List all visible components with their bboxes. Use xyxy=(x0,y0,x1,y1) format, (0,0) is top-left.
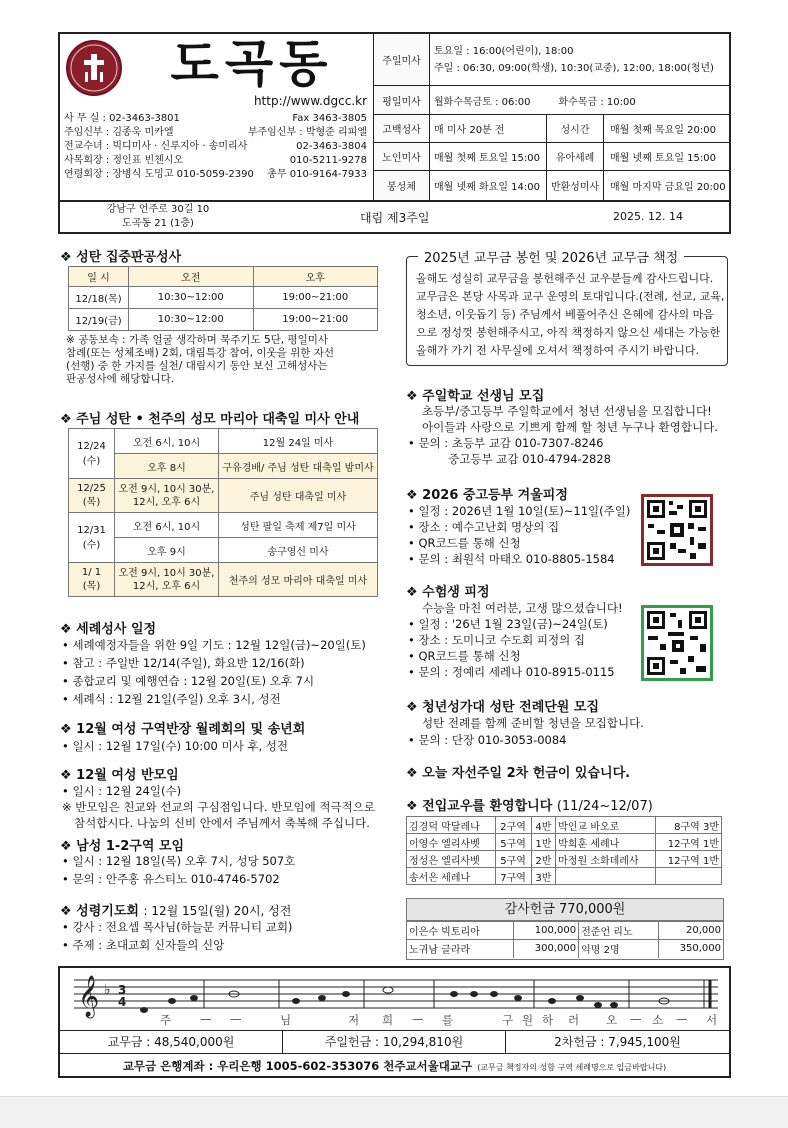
schedule-row xyxy=(374,171,729,200)
music-notes xyxy=(140,987,669,1013)
table-cell xyxy=(656,868,722,885)
section-title-detail: : 12월 15일(월) 20시, 성전 xyxy=(143,904,292,918)
schedule-text: 매월 첫째 토요일 15:00 xyxy=(434,153,540,164)
lyric-syllable: 서 xyxy=(706,1013,718,1027)
parish-seal-icon xyxy=(66,40,122,96)
baptism-body xyxy=(62,636,366,708)
time-cell: 오전 6시, 10시 xyxy=(115,429,219,454)
schedule-text: 월화수목금토 : 06:00 xyxy=(434,96,531,108)
table-cell: 10:30~12:00 xyxy=(129,309,254,331)
section-title: ❖ 주일학교 선생님 모집 xyxy=(406,389,545,404)
lyric-syllable: 님 xyxy=(280,1013,292,1027)
schedule-text: 토요일 : 16:00(어린이), 18:00 xyxy=(434,45,574,57)
desc-cell: 구유경배/ 주님 성탄 대축일 밤미사 xyxy=(219,454,378,479)
table-cell: 1반 xyxy=(531,834,556,851)
text-line: 참석합시다. 나눔의 신비 안에서 주님께서 축복해 주십니다. xyxy=(74,816,370,830)
text-line: • 문의 : 단장 010-3053-0084 xyxy=(408,733,567,747)
address xyxy=(88,203,228,231)
section-title: ❖ 12월 여성 반모임 xyxy=(60,768,179,783)
note-line: 참례(또는 성체조배) 2회, 대림특강 참여, 이웃을 위한 자선 xyxy=(66,347,335,359)
mass-schedule xyxy=(374,34,729,200)
note-line: (선행) 중 한 가지를 실천/ 대림시기 동안 보신 고해성사는 xyxy=(66,360,328,372)
date-bar xyxy=(58,200,731,234)
time-cell: 오전 9시, 10시 30분, 12시, 오후 6시 xyxy=(115,563,219,597)
women-ban-body xyxy=(62,783,375,831)
table-cell: 100,000 xyxy=(513,922,578,940)
youth-choir-body xyxy=(408,715,644,749)
contact-row: 주임신부 : 김종욱 미카엘 xyxy=(64,127,174,138)
text-line: • 종합교리 및 예행연습 : 12월 20일(토) 오후 7시 xyxy=(62,674,315,688)
time-signature: 4 xyxy=(118,995,127,1009)
schedule-label: 주일미사 xyxy=(374,34,430,85)
section-title: ❖ 오늘 자선주일 2차 헌금이 있습니다. xyxy=(406,766,631,781)
lyric-syllable: — xyxy=(200,1012,212,1026)
fund-title: 2025년 교무금 봉헌 및 2026년 교무금 책정 xyxy=(418,247,684,266)
table-row xyxy=(69,538,378,563)
schedule-row-weekday xyxy=(374,86,729,115)
table-cell: 2반 xyxy=(531,851,556,868)
table-row xyxy=(69,454,378,479)
contact-row: 연령회장 : 장병식 도밍고 010-5059-2390 xyxy=(64,169,254,180)
schedule-row xyxy=(374,143,729,171)
lyric-syllable: — xyxy=(630,1012,642,1026)
section-title: ❖ 세례성사 일정 xyxy=(60,622,157,637)
lyric-syllable: — xyxy=(230,1012,242,1026)
table-cell: 20,000 xyxy=(658,922,723,940)
bulletin-header xyxy=(58,32,731,202)
table-row xyxy=(69,429,378,454)
text-line: • 강사 : 전요셉 목사님(하늘문 커뮤니티 교회) xyxy=(62,920,293,934)
text-line: 으로 정성껏 봉헌해주시고, 아직 책정하지 않으신 세대는 가능한 xyxy=(416,326,721,339)
text-line: • 세례식 : 12월 21일(주일) 오후 3시, 성전 xyxy=(62,692,281,706)
schedule-row xyxy=(374,115,729,143)
lyric-syllable: — xyxy=(412,1012,424,1026)
thanks-title: 감사헌금 770,000원 xyxy=(407,899,723,921)
section-title-detail: (11/24~12/07) xyxy=(556,799,653,814)
contact-row xyxy=(64,112,180,126)
text-line: 올해도 성실히 교무금을 봉헌해주신 교우분들께 감사드립니다. xyxy=(416,272,714,285)
text-line: 초등부/중고등부 주일학교에서 청년 선생님을 모집합니다! xyxy=(422,404,712,418)
fund-body xyxy=(416,270,724,360)
lyric-syllable: 오 xyxy=(606,1013,618,1027)
desc-cell: 12월 24일 미사 xyxy=(219,429,378,454)
bank-account xyxy=(60,1054,729,1076)
hymn-box xyxy=(58,966,731,1078)
table-cell: 350,000 xyxy=(658,940,723,958)
parish-title: 도곡동 xyxy=(170,34,334,93)
table-cell: 300,000 xyxy=(513,940,578,958)
table-cell: 이은수 빅토리아 xyxy=(407,922,513,940)
table-cell: 5구역 xyxy=(495,834,531,851)
men-ban-body xyxy=(62,852,295,888)
table-cell: 박인교 바오로 xyxy=(556,817,656,834)
schedule-text: 매월 첫째 목요일 20:00 xyxy=(610,125,716,136)
schedule-label: 노인미사 xyxy=(374,143,430,170)
text-line: • QR코드를 통해 신청 xyxy=(408,536,521,550)
schedule-label: 평일미사 xyxy=(374,86,430,114)
date-cell: 1/ 1 (목) xyxy=(69,563,115,597)
text-line: • 일정 : '26년 1월 23일(금)~24일(토) xyxy=(408,617,608,631)
schedule-text: 화수목금 : 10:00 xyxy=(558,96,636,108)
table-row xyxy=(407,922,723,940)
text-line: • 장소 : 예수고난회 명상의 집 xyxy=(408,520,560,534)
schedule-label: 봉성체 xyxy=(374,171,430,200)
table-cell: 송서은 세레나 xyxy=(407,868,496,885)
lyric-syllable: 러 xyxy=(568,1013,580,1027)
schedule-text: 매월 넷째 화요일 14:00 xyxy=(434,182,540,193)
header-left-panel xyxy=(60,34,374,200)
contact-right: 부주임신부 : 박형준 리피엘 xyxy=(247,127,367,138)
text-line: • 문의 : 정예리 세레나 010-8915-0115 xyxy=(408,665,615,679)
contact-right: 010-5211-9278 xyxy=(289,155,367,166)
treble-clef-icon: 𝄞 xyxy=(78,976,100,1017)
schedule-text: 매 미사 20분 전 xyxy=(434,125,505,136)
table-row xyxy=(407,851,722,868)
table-row xyxy=(69,287,378,309)
table-row xyxy=(407,868,722,885)
section-title: ❖ 남성 1-2구역 모임 xyxy=(60,839,185,854)
lyric-syllable: 주 xyxy=(160,1013,172,1027)
flat-sign-icon: ♭ xyxy=(104,982,111,998)
text-line: • 일시 : 12월 18일(목) 오후 7시, 성당 507호 xyxy=(62,854,296,868)
schedule-label: 유아세례 xyxy=(546,143,604,170)
confession-table xyxy=(68,266,378,331)
address-line: 도곡동 21 (1층) xyxy=(122,218,194,229)
bank-account-note: (교무금 책정자의 성함 구역 세례명으로 입금바랍니다) xyxy=(477,1063,667,1072)
schedule-text: 주일 : 06:30, 09:00(학생), 10:30(교중), 12:00, 18:00(청년) xyxy=(434,62,714,74)
qr-code-icon[interactable] xyxy=(641,605,713,681)
section-title: ❖ 청년성가대 성탄 전례단원 모집 xyxy=(406,700,600,715)
table-cell: 12/19(금) xyxy=(69,309,129,331)
text-line: 청소년, 이웃돕기 등) 주님께서 베풀어주신 은혜에 감사의 마음 xyxy=(416,308,714,321)
contact-row: 사목회장 : 정인표 빈첸시오 xyxy=(64,155,184,166)
table-cell: 12구역 1반 xyxy=(656,834,722,851)
contact-right: Fax 3463-3805 xyxy=(292,113,367,124)
table-cell: 익명 2명 xyxy=(579,940,659,958)
text-line: ※ 반모임은 친교와 선교의 구심점입니다. 반모임에 적극적으로 xyxy=(62,800,375,814)
text-line: • 장소 : 도미니코 수도회 피정의 집 xyxy=(408,633,586,647)
table-row xyxy=(69,309,378,331)
hymn-lyrics xyxy=(120,1012,720,1028)
section-title-text: ❖ 전입교우를 환영합니다 xyxy=(406,799,553,814)
section-title: ❖ 주님 성탄 • 천주의 성모 마리아 대축일 미사 안내 xyxy=(60,412,360,427)
section-title xyxy=(406,795,653,814)
text-line: • 일시 : 12월 24일(수) xyxy=(62,784,182,798)
table-row xyxy=(69,513,378,538)
lyric-syllable: 를 xyxy=(442,1013,454,1027)
qr-code-graphic xyxy=(644,497,710,563)
time-cell: 오후 8시 xyxy=(115,454,219,479)
contact-left: 사 무 실 : 02-3463-3801 xyxy=(64,113,180,124)
table-cell: 12구역 1반 xyxy=(656,851,722,868)
section-title xyxy=(60,900,291,919)
offering-totals xyxy=(60,1030,729,1054)
table-cell: 12/18(목) xyxy=(69,287,129,309)
text-line: • 일시 : 12월 17일(수) 10:00 미사 후, 성전 xyxy=(62,739,289,753)
date-cell: 12/31 (수) xyxy=(69,513,115,563)
table-cell: 김경덕 막달레나 xyxy=(407,817,496,834)
column-header: 오전 xyxy=(129,267,254,287)
exam-retreat-body xyxy=(408,600,623,680)
total-cell: 2차헌금 : 7,945,100원 xyxy=(554,1035,681,1049)
time-signature: 3 xyxy=(118,983,127,997)
table-cell xyxy=(556,868,656,885)
total-cell: 주일헌금 : 10,294,810원 xyxy=(283,1031,506,1053)
date-cell: 12/25 (목) xyxy=(69,479,115,513)
table-cell: 19:00~21:00 xyxy=(253,287,378,309)
table-cell: 정성은 엘리사벳 xyxy=(407,851,496,868)
schedule-label: 성시간 xyxy=(546,115,604,142)
table-row xyxy=(69,563,378,597)
lyric-syllable: 희 xyxy=(382,1013,394,1027)
total-cell: 교무금 : 48,540,000원 xyxy=(60,1031,283,1053)
thanks-table xyxy=(407,921,723,958)
section-title: ❖ 수험생 피정 xyxy=(406,585,490,600)
website-link[interactable]: http://www.dgcc.kr xyxy=(253,94,367,108)
desc-cell: 성탄 팔일 축제 제7일 미사 xyxy=(219,513,378,538)
text-line: 올해가 가기 전 사무실에 오셔서 책정하여 주시기 바랍니다. xyxy=(416,344,699,357)
confession-note xyxy=(66,334,334,386)
time-cell: 오전 9시, 10시 30분, 12시, 오후 6시 xyxy=(115,479,219,513)
lyric-syllable: 원 xyxy=(522,1013,534,1027)
schedule-row-sunday xyxy=(374,34,729,86)
address-line: 강남구 언주로 30길 10 xyxy=(106,204,210,215)
table-cell: 이영수 엘리사벳 xyxy=(407,834,496,851)
table-cell: 마정원 소화데레사 xyxy=(556,851,656,868)
table-cell: 5구역 xyxy=(495,851,531,868)
liturgy-week: 대림 제3주일 xyxy=(360,211,430,225)
table-cell: 4반 xyxy=(531,817,556,834)
newcomers-table xyxy=(406,816,722,885)
note-line: ※ 공동보속 : 가족 얼굴 생각하며 묵주기도 5단, 평일미사 xyxy=(66,334,329,346)
spirit-body xyxy=(62,918,292,954)
schedule-label: 반환성미사 xyxy=(546,171,604,200)
column-header: 오후 xyxy=(253,267,378,287)
contact-row: 전교수녀 : 빅디미사 · 신루지아 · 송미리사 xyxy=(64,141,248,152)
note-line: 판공성사에 해당합니다. xyxy=(66,373,175,385)
text-line: • 세례예정자들을 위한 9일 기도 : 12월 12일(금)~20일(토) xyxy=(62,638,366,652)
section-title: ❖ 2026 중고등부 겨울피정 xyxy=(406,488,568,503)
page-footer-bar xyxy=(0,1096,788,1128)
bulletin-date: 2025. 12. 14 xyxy=(613,210,683,223)
section-title: ❖ 12월 여성 구역반장 월례회의 및 송년회 xyxy=(60,722,306,737)
text-line: 교무금은 본당 사목과 교구 운영의 토대입니다.(전례, 선교, 교육, xyxy=(416,290,725,303)
qr-code-graphic xyxy=(644,608,710,678)
lyric-syllable: 구 xyxy=(502,1013,514,1027)
table-cell: 3반 xyxy=(531,868,556,885)
section-title-text: ❖ 성령기도회 xyxy=(60,904,139,919)
table-cell: 7구역 xyxy=(495,868,531,885)
table-row xyxy=(407,940,723,958)
table-row xyxy=(69,479,378,513)
table-cell: 전준언 리노 xyxy=(579,922,659,940)
contact-right: 총무 010-9164-7933 xyxy=(267,169,367,180)
text-line: • 주제 : 초대교회 신자들의 신앙 xyxy=(62,938,225,952)
lyric-syllable: 소 xyxy=(652,1013,664,1027)
schedule-text: 매월 마지막 금요일 20:00 xyxy=(610,182,726,193)
text-line: • 문의 : 최원석 마태오 010-8805-1584 xyxy=(408,552,615,566)
date-cell: 12/24 (수) xyxy=(69,429,115,479)
text-line: • 일정 : 2026년 1월 10일(토)~11일(주일) xyxy=(408,504,631,518)
table-cell: 19:00~21:00 xyxy=(253,309,378,331)
text-line: • 문의 : 초등부 교감 010-7307-8246 xyxy=(408,436,604,450)
table-cell: 박희훈 세례나 xyxy=(556,834,656,851)
qr-code-icon[interactable] xyxy=(641,494,713,566)
lyric-syllable: — xyxy=(676,1012,688,1026)
table-cell: 노귀남 글라라 xyxy=(407,940,513,958)
text-line: • 참고 : 주일반 12/14(주일), 화요반 12/16(화) xyxy=(62,656,305,670)
desc-cell: 주님 성탄 대축일 미사 xyxy=(219,479,378,513)
text-line: 성탄 전례를 함께 준비할 청년을 모집합니다. xyxy=(422,716,644,730)
contact-right: 02-3463-3804 xyxy=(296,141,367,152)
desc-cell: 송구영신 미사 xyxy=(219,538,378,563)
table-cell: 2구역 xyxy=(495,817,531,834)
text-line: • QR코드를 통해 신청 xyxy=(408,649,521,663)
desc-cell: 천주의 성모 마리아 대축일 미사 xyxy=(219,563,378,597)
schedule-text: 매월 넷째 토요일 15:00 xyxy=(610,153,716,164)
lyric-syllable: 저 xyxy=(348,1013,360,1027)
column-header: 일 시 xyxy=(69,267,129,287)
sunday-school-body xyxy=(408,403,718,467)
text-line: 중고등부 교감 010-4794-2828 xyxy=(408,452,611,466)
winter-camp-body xyxy=(408,503,630,567)
bank-account-text: 교무금 은행계좌 : 우리은행 1005-602-353076 천주교서울대교구 xyxy=(122,1059,473,1073)
text-line: 수능을 마친 여러분, 고생 많으셨습니다! xyxy=(422,601,623,615)
table-row xyxy=(407,834,722,851)
schedule-label: 고백성사 xyxy=(374,115,430,142)
thanks-box xyxy=(406,898,724,960)
time-cell: 오후 9시 xyxy=(115,538,219,563)
table-header xyxy=(69,267,378,287)
text-line: 아이들과 사랑으로 기쁘게 함께 할 청년 누구나 환영합니다. xyxy=(422,420,718,434)
table-cell: 8구역 3반 xyxy=(656,817,722,834)
table-row xyxy=(407,817,722,834)
section-title: ❖ 성탄 집중판공성사 xyxy=(60,250,182,265)
time-cell: 오전 6시, 10시 xyxy=(115,513,219,538)
christmas-mass-table xyxy=(68,428,378,597)
table-cell: 10:30~12:00 xyxy=(129,287,254,309)
text-line: • 문의 : 안주홍 유스티노 010-4746-5702 xyxy=(62,872,280,886)
lyric-syllable: 하 xyxy=(542,1013,554,1027)
